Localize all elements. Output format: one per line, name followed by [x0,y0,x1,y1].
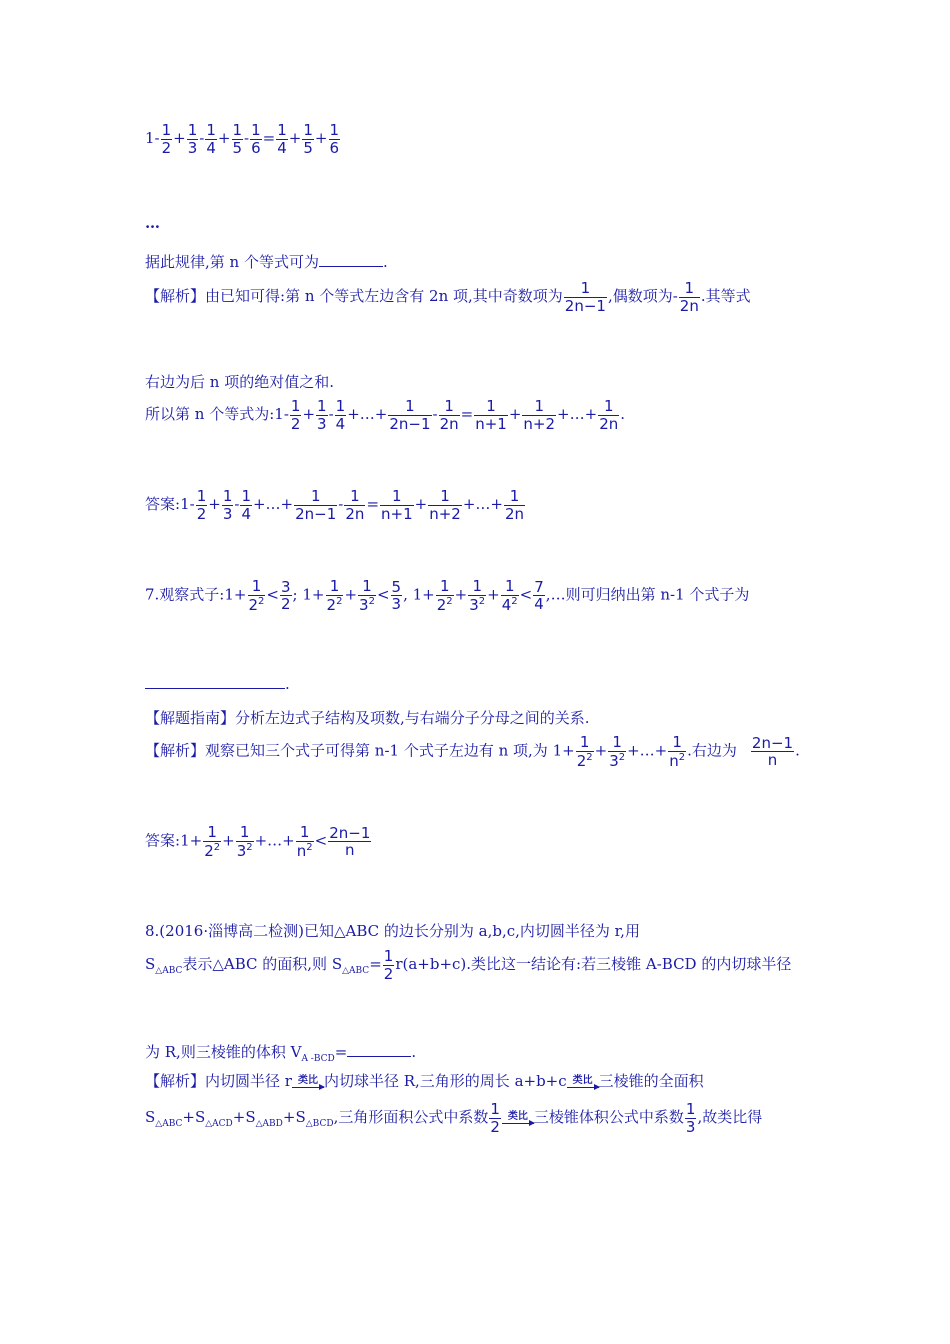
fraction [439,398,460,432]
numerator: 1 [310,487,321,505]
numerator: 2n−1 [751,733,794,752]
jiexi8-line2 [145,1101,762,1135]
denominator: 2 [383,964,394,983]
top-equation [145,122,341,156]
lt: < [314,831,328,850]
op: - [338,495,344,513]
numerator: 1 [534,397,544,415]
denominator: 5 [232,138,243,157]
fraction [161,122,173,156]
exponent: 2 [511,595,518,607]
denominator: 2 [290,414,301,433]
lead: 1+ [180,831,203,850]
lead: 1+ [302,585,325,604]
jiexi8-line1 [145,1070,704,1091]
fraction [222,488,234,522]
analogy-arrow [502,1112,534,1124]
op: - [199,129,205,147]
op: +…+ [254,831,295,850]
denominator: 2 [196,504,207,523]
denominator: 2 [490,1117,500,1136]
jiexi6-line3 [145,398,625,432]
answer-label: 答案: [145,831,181,850]
denominator: 2n [599,414,619,433]
fraction [358,578,376,613]
area-symbol: S [295,1108,306,1126]
lt: < [376,585,390,604]
fraction [205,122,217,156]
numerator: 1 [444,397,454,415]
fraction [668,734,686,769]
fraction [250,122,262,156]
numerator: 1 [580,279,591,297]
numerator: 1 [684,279,695,297]
exponent: 2 [678,751,686,763]
line3-label: 所以第 n 个等式为: [145,405,275,423]
numerator: 1 [612,733,622,751]
subscript: △ACD [205,1119,233,1129]
denominator: $4^2$ [501,595,518,614]
fraction [522,398,556,432]
jiexi8-t4: ,三角形面积公式中系数 [333,1108,489,1126]
period: . [382,253,388,271]
denominator: $2^2$ [576,751,593,770]
answer-label: 答案: [145,495,181,513]
fraction [290,398,302,432]
denominator: 3 [317,414,327,433]
exponent: 2 [586,751,593,763]
fraction [328,825,371,859]
analysis-tag: 【解析】 [145,741,206,760]
op: + [344,585,358,604]
equals: = [334,1043,348,1061]
fraction [276,122,288,156]
exponent: 2 [478,595,486,607]
op: + [454,585,468,604]
numerator: 1 [303,121,313,139]
numerator: 1 [603,397,614,415]
op: + [508,405,522,423]
numerator: 1 [335,397,346,415]
numerator: 1 [329,121,340,139]
numerator: 1 [241,487,251,505]
op: - [154,129,160,147]
fraction [504,488,525,522]
fraction [383,948,395,982]
op: + [173,129,186,147]
jiexi6-line2: 右边为后 n 项的绝对值之和. [145,373,334,391]
fraction [388,398,431,432]
arrow-line [567,1087,599,1088]
fraction [685,1101,697,1135]
denominator: n+2 [429,504,461,523]
denominator: 2n [504,504,525,523]
lead: 1+ [412,585,435,604]
fraction [344,488,365,522]
sep: , [403,585,408,604]
fraction [564,280,607,314]
jiexi8-t2: 内切球半径 R,三角形的周长 a+b+c [323,1072,567,1090]
numerator: 1 [222,487,233,505]
denominator [248,595,266,614]
fraction [576,734,594,769]
arrow-label: 类比 [572,1075,593,1086]
top-lead: 1 [145,129,155,147]
equals: = [262,129,276,147]
fraction [489,1101,501,1135]
fraction [248,578,266,613]
jiexi7 [145,734,800,769]
area-symbol: S [194,1108,206,1126]
op: + [182,1108,195,1126]
numerator: 1 [472,577,482,595]
op: + [282,1108,296,1126]
numerator: 1 [439,577,450,595]
denominator: 2n−1 [389,414,431,433]
exponent: 2 [368,595,375,607]
fraction [280,579,292,613]
jiexi8-t1: 内切圆半径 r [205,1072,292,1090]
fraction [474,398,508,432]
fraction [240,488,252,522]
op: - [189,495,195,513]
numerator: 1 [672,733,682,751]
exponent: 2 [258,595,265,607]
q6-text: 据此规律,第 n 个等式可为 [145,253,319,271]
fraction [598,398,619,432]
q6-prompt [145,251,388,272]
answer-blank[interactable] [319,252,383,267]
fraction [294,488,337,522]
jiexi8-t3: 三棱锥的全面积 [598,1072,704,1090]
numerator: 1 [490,1100,500,1118]
denominator: n+1 [381,504,413,523]
denominator: 3 [391,595,402,613]
denominator: n [328,841,371,859]
numerator: 3 [281,577,291,596]
fraction [335,398,347,432]
period: . [620,405,626,423]
period: . [411,1043,417,1061]
lead: 1 [180,495,190,513]
denominator: 2n−1 [295,504,337,523]
numerator: 1 [277,121,287,139]
exponent: 2 [306,841,313,853]
denominator: 4 [206,138,216,157]
numerator: 1 [504,577,515,595]
equals: = [369,955,382,973]
denominator: $n^2$ [296,841,313,860]
numerator: 1 [350,487,360,505]
lead: 1+ [224,585,247,604]
jiexi6-line1 [145,280,751,314]
exponent: 2 [213,841,221,853]
op: - [244,129,250,147]
q7-label: 7.观察式子: [145,585,225,604]
jiexi6-text3: .其等式 [700,287,751,305]
denominator: n+2 [523,414,556,433]
jiexi6-text1: 由已知可得:第 n 个等式左边含有 2n 项,其中奇数项为 [205,287,563,305]
analogy-arrow [567,1076,599,1088]
q8-line1: 8.(2016·淄博高二检测)已知△ABC 的边长分别为 a,b,c,内切圆半径为 r,用 [145,922,640,940]
guide7 [145,707,590,728]
denominator: 6 [251,138,261,157]
q8-line3a: 为 R,则三棱锥的体积 V [145,1043,302,1061]
analysis-tag: 【解析】 [145,1072,206,1090]
numerator: 1 [362,577,372,595]
fraction [751,735,794,769]
numerator: 1 [187,121,198,139]
op: +…+ [347,405,388,423]
guide-tag: 【解题指南】 [145,709,236,727]
subscript: △ABC [155,966,183,976]
lt: < [519,585,533,604]
op: - [328,405,334,423]
answer-blank[interactable] [145,674,285,689]
denominator: 2n [439,414,459,433]
numerator: 1 [232,121,243,139]
denominator: $2^2$ [204,841,221,860]
denominator: 2 [161,138,172,157]
fraction [329,122,341,156]
numerator: 1 [161,121,172,139]
subscript: △ABC [342,966,370,976]
area-symbol: S [245,1108,256,1126]
numerator: 1 [239,823,250,841]
op: - [283,405,289,423]
answer7 [145,824,372,859]
jiexi8-t5: 三棱锥体积公式中系数 [533,1108,684,1126]
q7-line [145,578,749,613]
fraction [391,579,403,613]
denominator: 4 [335,414,346,433]
op: - [234,495,240,513]
area-symbol: S [145,1108,156,1126]
denominator: $2^2$ [326,595,343,614]
numerator: 1 [509,487,520,505]
numerator: 1 [685,1100,696,1118]
denominator: 4 [277,138,287,157]
arrow-label: 类比 [507,1111,528,1122]
exponent: 2 [618,751,626,763]
denominator: 3 [187,138,198,157]
area-symbol: S [331,955,343,973]
exponent: 2 [336,595,343,607]
op: +…+ [557,405,598,423]
op: +…+ [462,495,503,513]
numerator: 1 [486,397,496,415]
numerator: 1 [290,397,301,415]
subscript: △ABD [255,1119,283,1129]
fraction [679,280,700,314]
op: +…+ [627,741,668,760]
fraction [326,578,344,613]
denominator: 2n [345,504,365,523]
op: + [487,585,500,604]
denominator: 3 [685,1117,696,1136]
fraction [380,488,414,522]
fraction [501,578,519,613]
arrow-line [502,1123,534,1124]
jiexi6-text2: ,偶数项为- [607,287,678,305]
denominator: 3 [222,504,233,523]
numerator: 1 [196,487,207,505]
fraction [203,824,221,859]
q8-line2 [145,948,791,982]
denominator: $2^2$ [436,595,453,614]
jiexi7-text2: .右边为 [687,741,737,760]
denominator: 5 [303,138,313,157]
jiexi8-t6: ,故类比得 [697,1108,763,1126]
op: + [217,129,231,147]
subscript: △ABC [155,1119,183,1129]
sep: ; [292,585,298,604]
op: + [302,405,316,423]
numerator: 1 [206,121,216,139]
area-symbol: S [145,955,156,973]
denominator: $3^2$ [236,841,253,860]
numerator: 7 [534,577,544,596]
period: . [795,741,800,760]
ellipsis: … [145,214,160,232]
lead: 1+ [552,741,575,760]
q7-blank-line [145,674,290,693]
op: + [594,741,608,760]
base: 2 [248,595,259,614]
denominator: 4 [241,504,251,523]
denominator: n [751,751,794,769]
numerator: 1 [207,823,217,841]
op: + [288,129,302,147]
op: + [222,831,235,850]
lt: < [266,585,279,604]
equals: = [460,405,474,423]
op: - [432,405,438,423]
numerator: 1 [440,487,450,505]
lead: 1 [274,405,284,423]
numerator: 1 [251,577,262,595]
op: + [314,129,328,147]
period: . [285,675,290,693]
jiexi7-text1: 观察已知三个式子可得第 n-1 个式子左边有 n 项,为 [205,741,553,760]
arrow-line [292,1087,324,1088]
numerator: 1 [299,823,310,841]
numerator: 1 [317,397,327,415]
answer6 [145,488,526,522]
numerator: 1 [251,121,261,139]
denominator: 2n [679,296,699,315]
denominator: n+1 [475,414,507,433]
op: +…+ [252,495,294,513]
q7-tail: ,…则可归纳出第 n-1 个式子为 [545,585,750,604]
numerator: 1 [329,577,340,595]
guide-text: 分析左边式子结构及项数,与右端分子分母之间的关系. [235,709,590,727]
fraction [533,579,545,613]
fraction [608,734,626,769]
op: + [208,495,221,513]
op: + [232,1108,246,1126]
fraction [436,578,454,613]
fraction [187,122,199,156]
numerator: 2n−1 [329,823,371,842]
denominator: $3^2$ [609,751,626,770]
exponent: 2 [446,595,453,607]
fraction [316,398,328,432]
numerator: 1 [405,397,415,415]
q8-text-a: 表示△ABC 的面积,则 [182,955,332,973]
fraction [236,824,254,859]
analogy-arrow [292,1076,324,1088]
numerator: 1 [579,733,590,751]
q8-line3 [145,1041,416,1064]
denominator: 2n−1 [564,296,606,315]
subscript: △BCD [305,1119,334,1129]
numerator: 1 [383,947,394,965]
denominator: $3^2$ [359,595,375,614]
analysis-tag: 【解析】 [145,287,206,305]
equals: = [366,495,380,513]
fraction [196,488,208,522]
q8-text-b: r(a+b+c).类比这一结论有:若三棱锥 A-BCD 的内切球半径 [395,955,792,973]
answer-blank[interactable] [347,1042,411,1057]
numerator: 5 [391,577,402,596]
fraction [296,824,314,859]
exponent: 2 [246,841,253,853]
fraction [232,122,244,156]
fraction [468,578,486,613]
denominator: 4 [534,595,544,613]
denominator: 2 [281,595,291,613]
denominator: $n^2$ [669,751,686,770]
fraction [428,488,462,522]
arrow-label: 类比 [297,1075,318,1086]
subscript: A -BCD [301,1054,335,1064]
denominator: $3^2$ [469,595,486,614]
op: + [414,495,428,513]
numerator: 1 [392,487,402,505]
denominator: 6 [329,138,340,157]
fraction [302,122,314,156]
